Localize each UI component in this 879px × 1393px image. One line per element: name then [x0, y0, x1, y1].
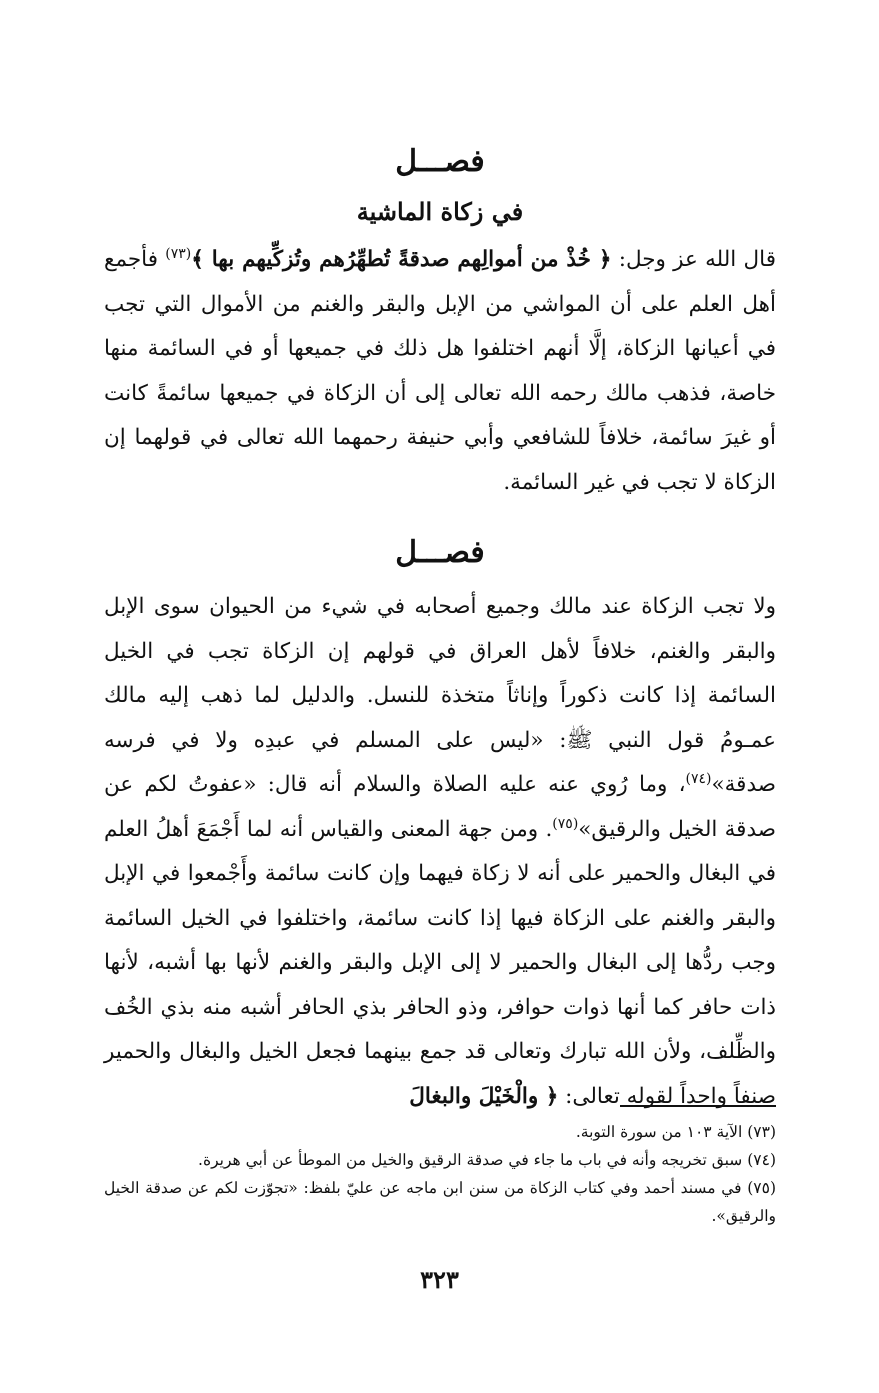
page-body: [104, 140, 776, 1119]
section2-text-3: . ومن جهة المعنى والقياس أنه لما أَجْمَعَ أهلُ العلم في البغال والحمير على أنه لا زكاة فيهما وإن كانت سائمة وأَجْمعوا في الإبل والبقر والغنم على الزكاة فيها إذا كانت سائمة، واختلفوا في الخيل السائمة وجب ردُّها إلى البغال والحمير لا إلى الإبل والبقر والغنم لأنها بها أشبه، لأنها ذات حافر كما أنها ذوات حوافر، وذو الحافر بذي الحافر أشبه منه بذي الخُف والظِّلف، ولأن الله تبارك وتعالى قد جمع بينهما فجعل الخيل والبغال والحمير صنفاً واحداً لقوله تعالى:: [104, 816, 776, 1109]
section2-paragraph: [104, 585, 776, 1119]
footnote-74: (٧٤) سبق تخريجه وأنه في باب ما جاء في صدقة الرقيق والخيل من الموطأ عن أبي هريرة.: [198, 1151, 776, 1169]
section-subtitle-1: في زكاة الماشية: [356, 197, 524, 226]
page-number: ٣٢٣: [420, 1265, 459, 1294]
footnote-ref-75: (٧٥): [552, 815, 579, 832]
footnote-divider: [620, 1105, 776, 1107]
section2-text-2: ، وما رُوي عنه عليه الصلاة والسلام أنه قال: «عفوتُ لكم عن صدقة الخيل والرقيق»: [104, 772, 776, 842]
footnotes: [104, 1118, 776, 1230]
section-title-1: فصـــل: [395, 144, 485, 179]
quran-verse: ﴿ خُذْ من أموالِهم صدقةً تُطهِّرُهم وتُزكِّيهم بها ﴾: [191, 247, 612, 272]
footnote-ref-73: (٧٣): [165, 245, 192, 262]
quran-verse-2: ﴿ والْخَيْلَ والبغالَ: [409, 1083, 559, 1109]
section1-body: فأجمع أهل العلم على أن المواشي من الإبل والبقر والغنم من الأموال التي تجب في أعيانها الزكاة، إلَّا أنهم اختلفوا هل ذلك في جميعها أو في السائمة منها خاصة، فذهب مالك رحمه الله تعالى إلى أن الزكاة في جميعها سائمةً كانت أو غيرَ سائمة، خلافاً للشافعي وأبي حنيفة رحمهما الله تعالى في قولهما إن الزكاة لا تجب في غير السائمة.: [104, 247, 776, 495]
footnote-75: (٧٥) في مسند أحمد وفي كتاب الزكاة من سنن ابن ماجه عن عليّ بلفظ: «تجوّزت لكم عن صدقة الخيل والرقيق».: [104, 1179, 776, 1225]
verse-paragraph: [104, 238, 776, 505]
footnote-73: (٧٣) الآية ١٠٣ من سورة التوبة.: [575, 1123, 776, 1141]
section-title-2: فصـــل: [395, 535, 485, 570]
footnote-ref-74: (٧٤): [685, 770, 712, 787]
section2-text-1: ولا تجب الزكاة عند مالك وجميع أصحابه في شيء من الحيوان سوى الإبل والبقر والغنم، خلافاً لأهل العراق في قولهم إن الزكاة تجب في الخيل السائمة إذا كانت ذكوراً وإناثاً متخذة للنسل. والدليل لما ذهب إليه مالك عمـومُ قول النبي ﷺ: «ليس على المسلم في عبدِه ولا في فرسه صدقة»: [104, 594, 776, 797]
verse-intro: قال الله عز وجل:: [611, 247, 776, 272]
